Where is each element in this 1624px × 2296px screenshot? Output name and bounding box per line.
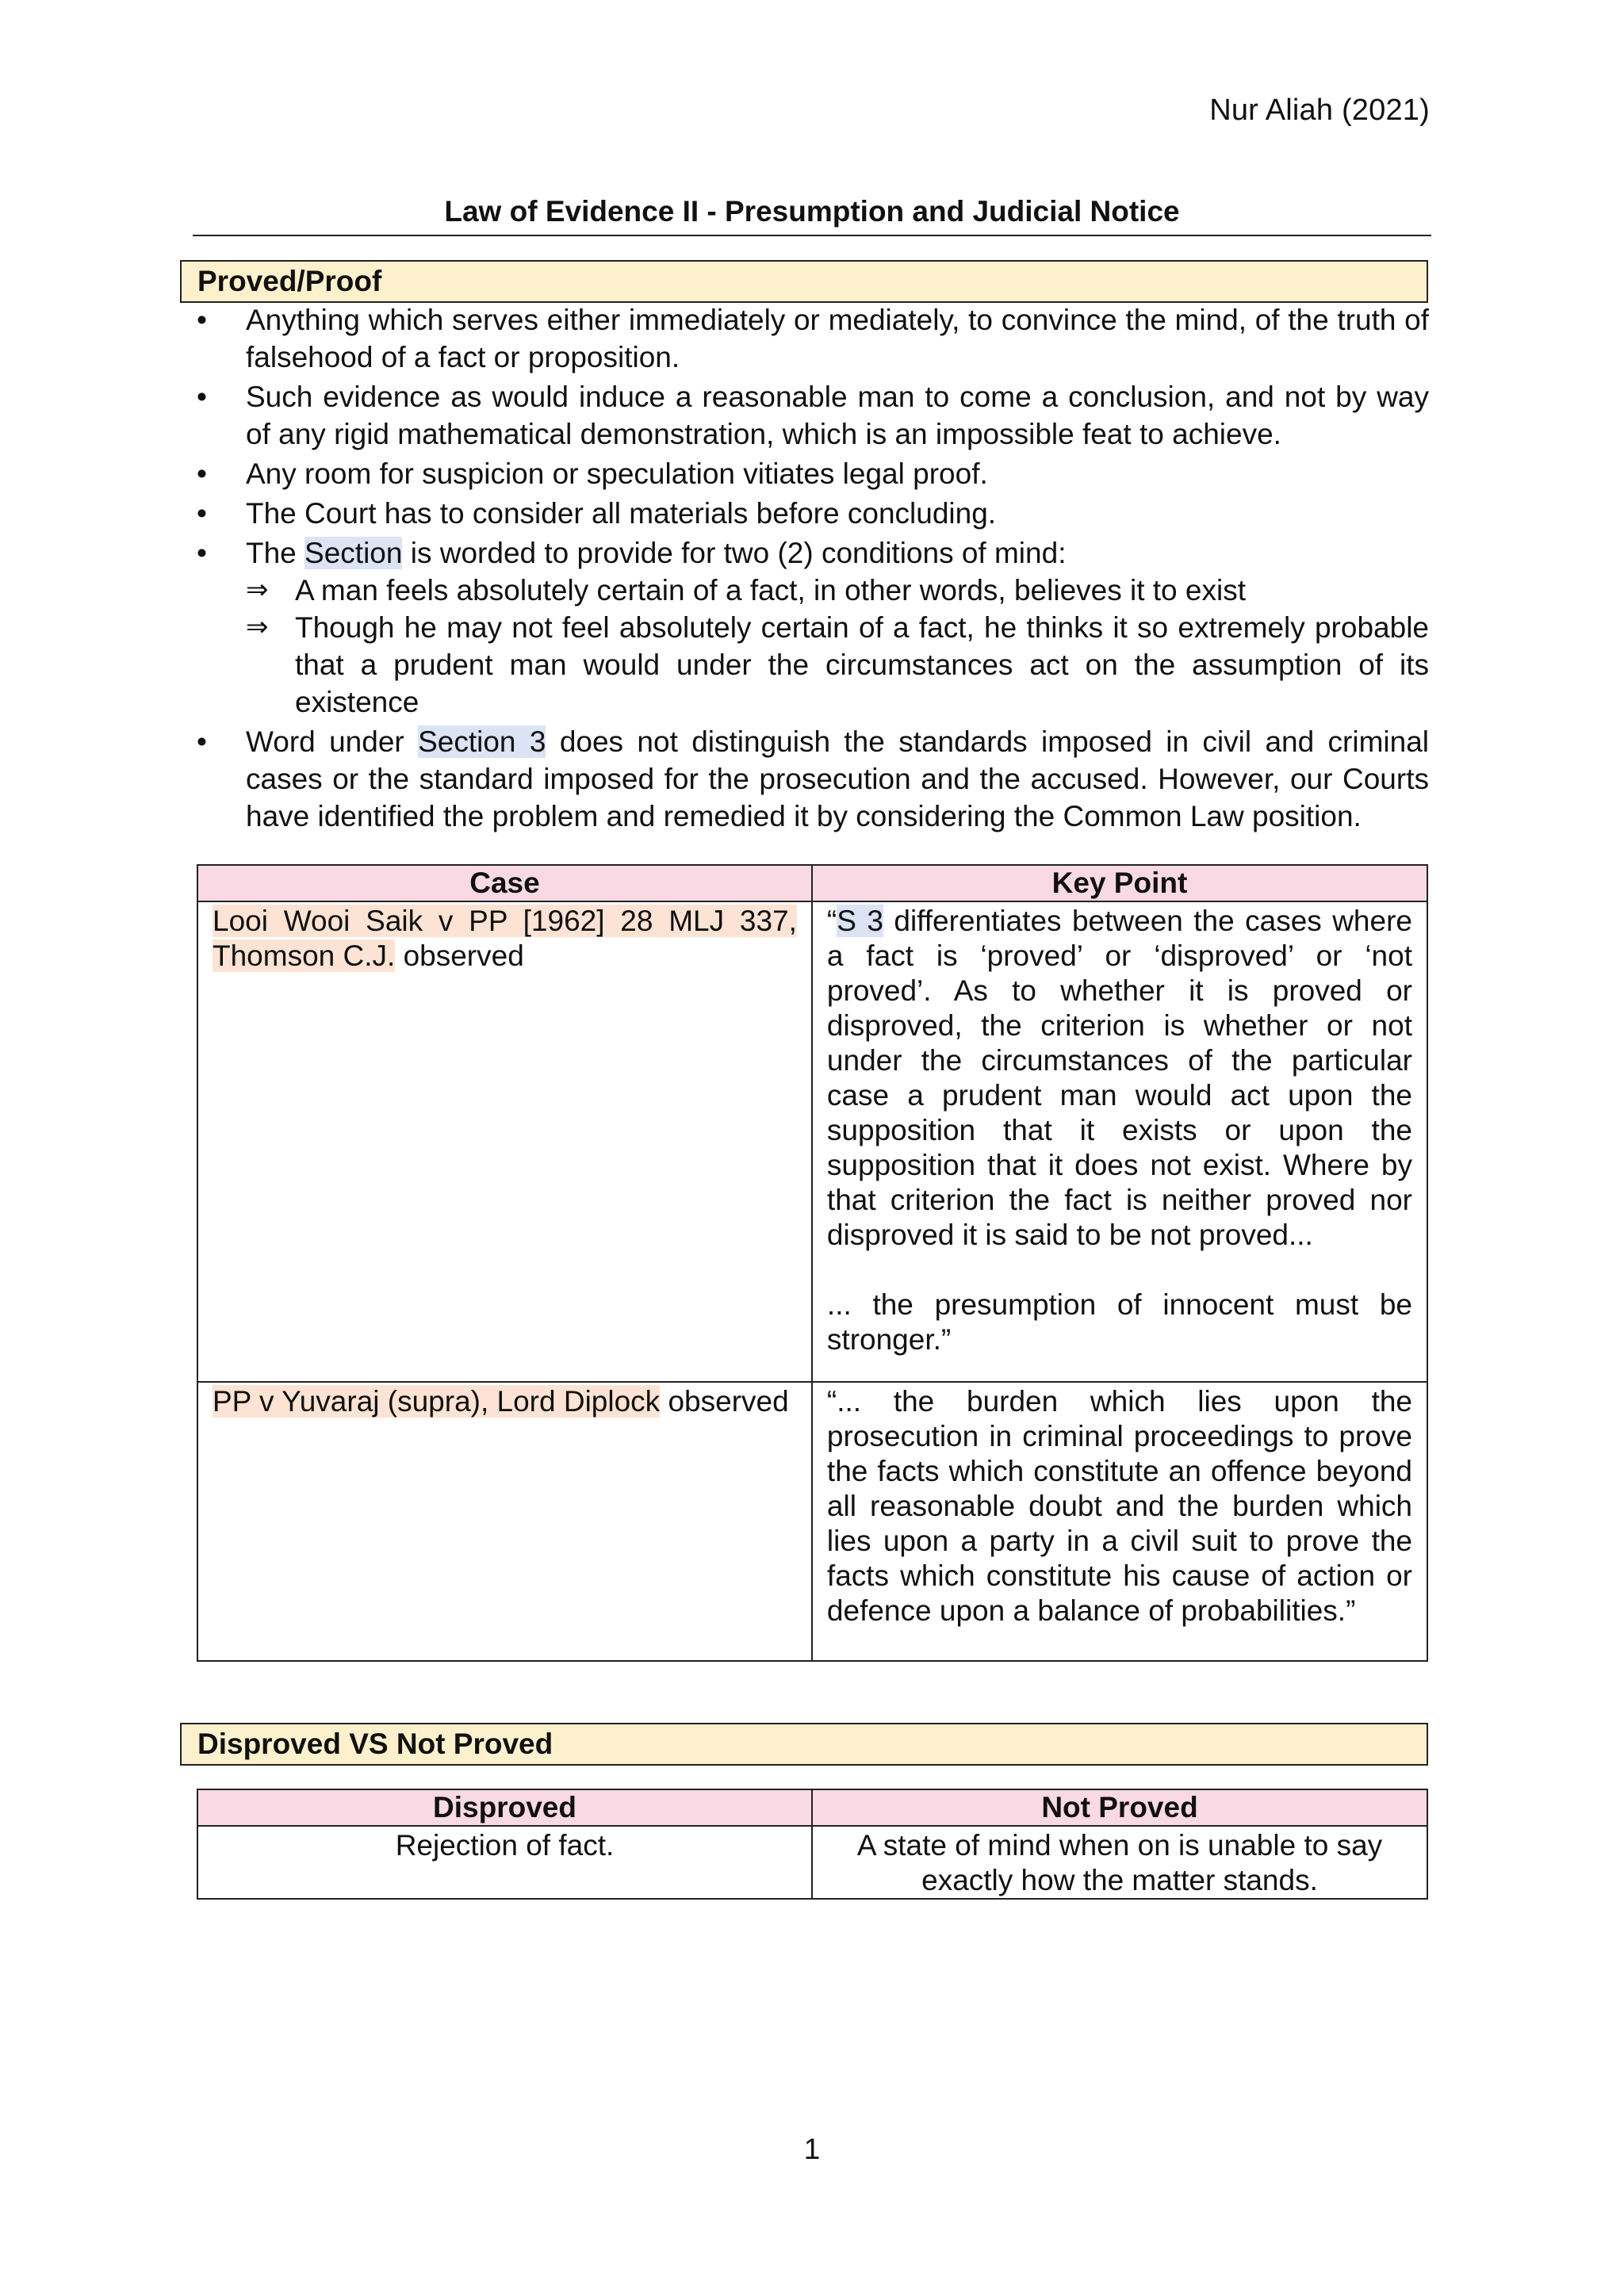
bullet-text: The xyxy=(246,537,305,569)
bullet-text: is worded to provide for two (2) conditions of mind: xyxy=(402,537,1067,569)
title-underline xyxy=(193,235,1431,236)
key-point-paragraph: ... the presumption of innocent must be stronger.” xyxy=(826,1288,1412,1356)
bullet-item xyxy=(190,723,1429,835)
column-header-disproved: Disproved xyxy=(197,1789,812,1826)
table-row xyxy=(197,1826,1427,1899)
highlighted-section-ref: S 3 xyxy=(837,905,883,937)
section-heading-disproved-vs-not-proved: Disproved VS Not Proved xyxy=(180,1723,1428,1766)
bullet-text: does not distinguish the standards imposed in civil and criminal cases or the standard imposed for the prosecution and the accused. However, our Courts have identified the problem and remedied it by considering the Common Law position. xyxy=(246,725,1429,832)
bullet-item xyxy=(190,378,1429,453)
column-header-not-proved: Not Proved xyxy=(812,1789,1427,1826)
author-label: Nur Aliah (2021) xyxy=(1209,94,1430,127)
highlighted-section-ref: Section xyxy=(304,537,403,569)
case-text: observed xyxy=(660,1385,789,1418)
bullet-text: The Court has to consider all materials before concluding. xyxy=(246,497,997,530)
quote-mark: “ xyxy=(826,905,837,937)
page-number: 1 xyxy=(803,2133,821,2165)
disproved-cell: Rejection of fact. xyxy=(197,1826,812,1899)
bullet-text: Any room for suspicion or speculation vitiates legal proof. xyxy=(246,457,988,490)
proof-bullet-list xyxy=(190,301,1429,837)
implies-arrow-icon: ⇒ xyxy=(246,575,269,605)
sub-item xyxy=(246,572,1429,609)
case-citation: PP v Yuvaraj (supra), Lord Diplock xyxy=(213,1385,661,1418)
highlighted-section-ref: Section 3 xyxy=(418,725,546,758)
bullet-item xyxy=(190,495,1429,532)
implies-arrow-icon: ⇒ xyxy=(246,612,269,642)
case-key-point-table xyxy=(197,864,1428,1662)
document-title: Law of Evidence II - Presumption and Judicial Notice xyxy=(444,195,1180,228)
key-point-cell: “... the burden which lies upon the prosecution in criminal proceedings to prove the facts which constitute an offence beyond all reasonable doubt and the burden which lies upon a party in a civil suit to prove the facts which constitute his cause of action or defence upon a balance of probabilities.” xyxy=(812,1382,1427,1661)
column-header-case: Case xyxy=(197,865,812,901)
table-header-row xyxy=(197,1789,1427,1826)
bullet-text: Anything which serves either immediately or mediately, to convince the mind, of the truth of falsehood of a fact or proposition. xyxy=(246,304,1429,373)
table-row xyxy=(197,901,1427,1382)
table-row xyxy=(197,1382,1427,1661)
section-heading-proved-proof: Proved/Proof xyxy=(180,260,1428,303)
not-proved-cell: A state of mind when on is unable to say exactly how the matter stands. xyxy=(812,1826,1427,1899)
sub-item-text: Though he may not feel absolutely certain of a fact, he thinks it so extremely probable that a prudent man would under the circumstances act on the assumption of its existence xyxy=(295,611,1429,718)
case-text: observed xyxy=(395,939,524,972)
disproved-not-proved-table xyxy=(197,1789,1428,1900)
bullet-item xyxy=(190,534,1429,721)
bullet-item xyxy=(190,301,1429,376)
case-cell xyxy=(197,901,812,1382)
bullet-text: Such evidence as would induce a reasonable man to come a conclusion, and not by way of any rigid mathematical demonstration, which is an impossible feat to achieve. xyxy=(246,381,1429,450)
bullet-text: Word under xyxy=(246,725,419,758)
sub-item-text: A man feels absolutely certain of a fact, in other words, believes it to exist xyxy=(295,574,1246,607)
case-citation: Looi Wooi Saik v PP [1962] 28 MLJ 337, Thomson C.J. xyxy=(213,905,797,972)
case-cell xyxy=(197,1382,812,1661)
bullet-item xyxy=(190,455,1429,492)
table-header-row xyxy=(197,865,1427,901)
key-point-paragraph xyxy=(827,904,1412,1253)
column-header-key-point: Key Point xyxy=(812,865,1427,901)
key-point-cell xyxy=(812,901,1427,1382)
sub-item xyxy=(246,609,1429,721)
key-point-text: differentiates between the cases where a fact is ‘proved’ or ‘disproved’ or ‘not proved’. As to whether it is proved or disproved, the criterion is whether or not under the circumstances of the particular case a prudent man would act upon the supposition that it exists or upon the supposition that it does not exist. Where by that criterion the fact is neither proved nor disproved it is said to be not proved... xyxy=(826,905,1412,1251)
sub-list xyxy=(246,572,1429,721)
